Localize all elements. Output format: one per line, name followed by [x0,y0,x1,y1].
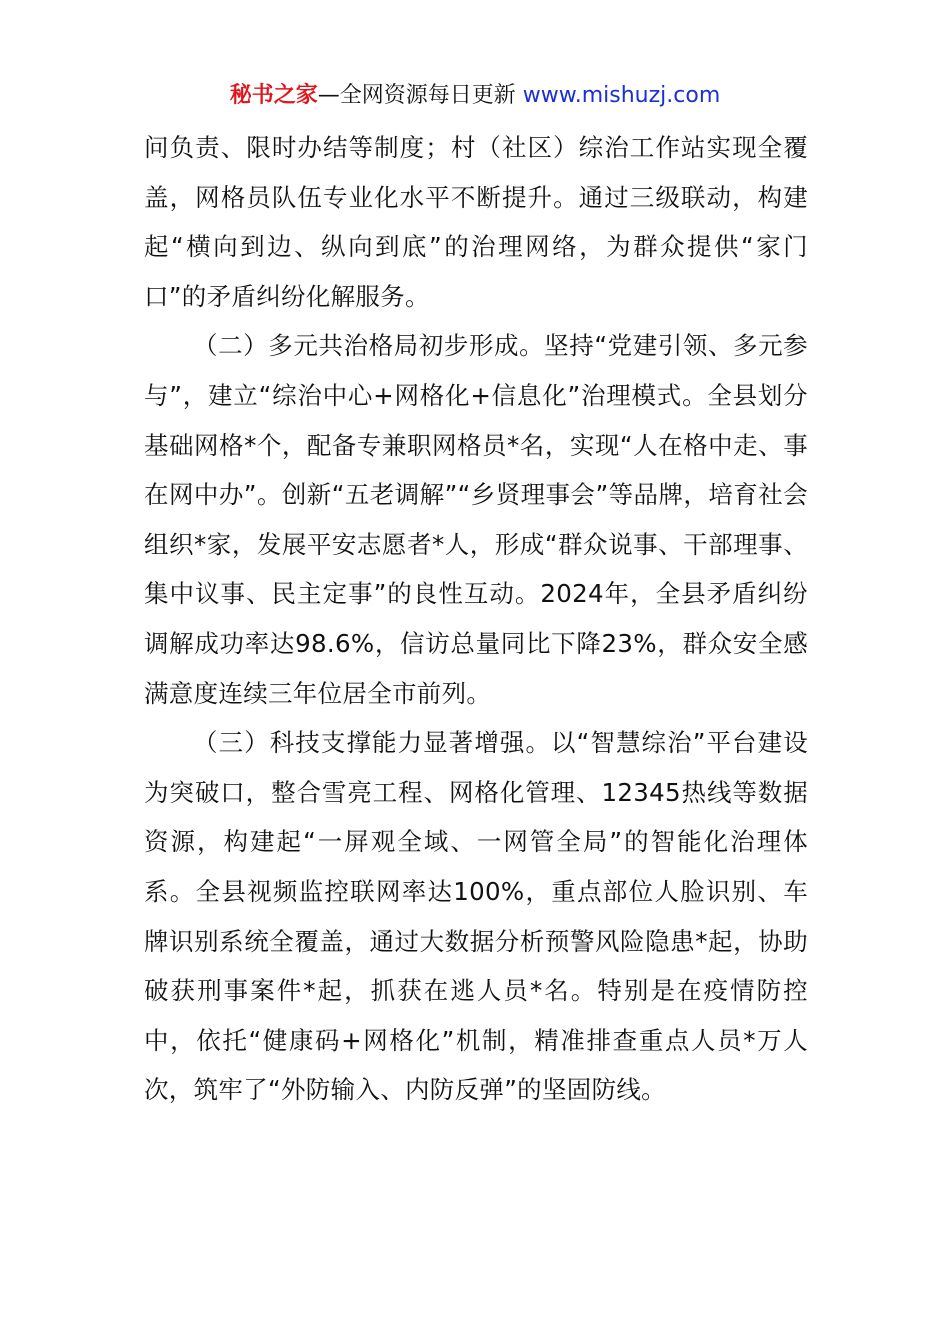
header-brand: 秘书之家 [229,83,318,108]
header-url-link[interactable]: www.mishuzj.com [522,83,721,108]
paragraph-section-2: （二）多元共治格局初步形成。坚持“党建引领、多元参与”，建立“综治中心+网格化+信息化”治理模式。全县划分基础网格*个，配备专兼职网格员*名，实现“人在格中走、事在网中办”。创新“五老调解”“乡贤理事会”等品牌，培育社会组织*家，发展平安志愿者*人，形成“群众说事、干部理事、集中议事、民主定事”的良性互动。2024年，全县矛盾纠纷调解成功率达98.6%，信访总量同比下降23%，群众安全感满意度连续三年位居全市前列。 [144,331,808,708]
paragraph-continued: 问负责、限时办结等制度；村（社区）综治工作站实现全覆盖，网格员队伍专业化水平不断提升。通过三级联动，构建起“横向到边、纵向到底”的治理网络，为群众提供“家门口”的矛盾纠纷化解服务。 [144,133,808,311]
document-body [144,123,808,1115]
page-header [0,80,950,112]
paragraph-section-3: （三）科技支撑能力显著增强。以“智慧综治”平台建设为突破口，整合雪亮工程、网格化管理、12345热线等数据资源，构建起“一屏观全域、一网管全局”的智能化治理体系。全县视频监控联网率达100%，重点部位人脸识别、车牌识别系统全覆盖，通过大数据分析预警风险隐患*起，协助破获刑事案件*起，抓获在逃人员*名。特别是在疫情防控中，依托“健康码+网格化”机制，精准排查重点人员*万人次，筑牢了“外防输入、内防反弹”的坚固防线。 [144,728,808,1105]
header-tagline: —全网资源每日更新 [317,83,523,108]
